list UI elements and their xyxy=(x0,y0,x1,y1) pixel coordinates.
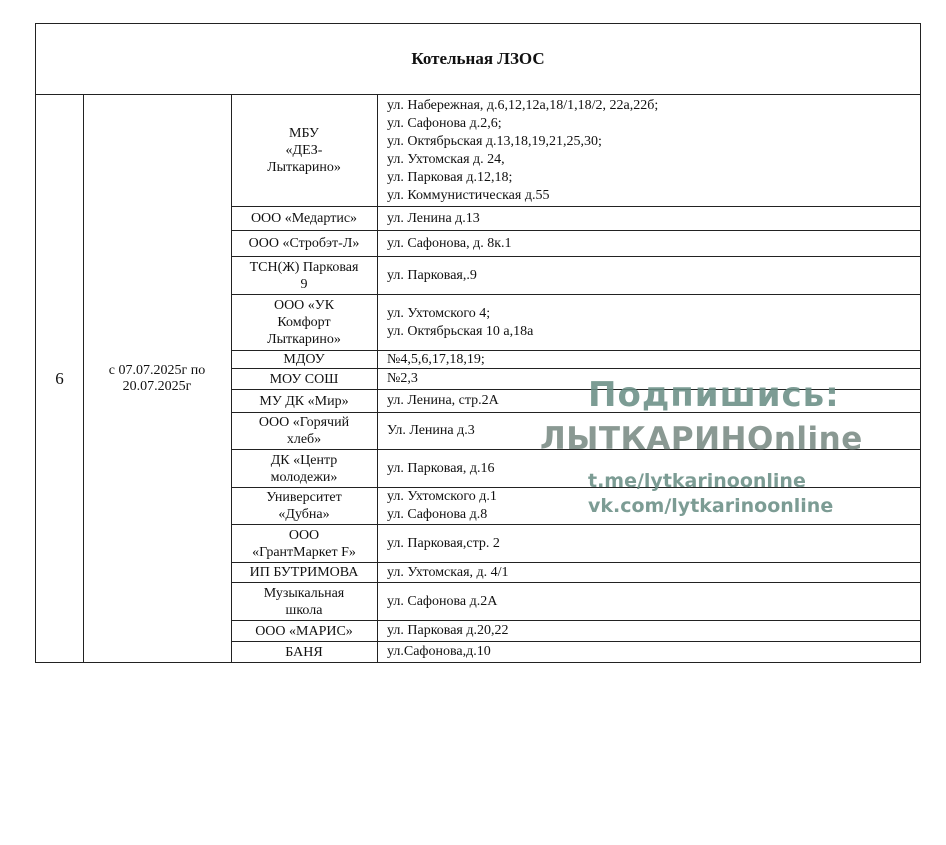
address-line: ул. Октябрьская 10 а,18а xyxy=(387,323,534,339)
period-end: 20.07.2025г xyxy=(122,378,192,394)
organization-cell xyxy=(231,621,378,641)
address-line: ул. Ленина д.13 xyxy=(387,210,480,226)
address-line: Ул. Ленина д.3 xyxy=(387,423,475,438)
organization-cell xyxy=(231,525,378,562)
table-row xyxy=(231,525,920,563)
telegram-link[interactable]: t.me/lytkarinoonline xyxy=(588,470,806,492)
address-cell xyxy=(378,231,920,256)
address-cell xyxy=(378,563,920,582)
organization-name: ООО «МАРИС» xyxy=(255,623,353,639)
organization-name: МДОУ xyxy=(283,352,325,367)
address-cell xyxy=(378,95,920,206)
address-cell xyxy=(378,257,920,294)
organization-cell xyxy=(231,369,378,389)
address-line: ул. Парковая, д.16 xyxy=(387,460,495,476)
address-line: ул. Сафонова д.8 xyxy=(387,507,488,522)
table-row xyxy=(231,583,920,621)
organization-name: ООО «Медартис» xyxy=(250,211,358,226)
schedule-table xyxy=(35,23,921,663)
table-row xyxy=(231,207,920,231)
address-line: ул. Сафонова д.2,6; xyxy=(387,115,502,131)
row-number: 6 xyxy=(55,368,64,388)
watermark-brand-o: O xyxy=(746,421,774,457)
organization-cell xyxy=(231,450,378,487)
address-line: ул. Коммунистическая д.55 xyxy=(387,187,550,203)
boiler-title: Котельная ЛЗОС xyxy=(36,24,920,95)
vk-link[interactable]: vk.com/lytkarinoonline xyxy=(588,495,834,517)
address-line: ул. Ленина, стр.2А xyxy=(387,393,499,408)
address-line: №2,3 xyxy=(387,371,418,386)
organization-cell xyxy=(231,231,378,256)
address-line: ул. Ухтомского 4; xyxy=(387,305,491,321)
watermark xyxy=(540,375,880,519)
watermark-links xyxy=(588,469,880,519)
organization-cell xyxy=(231,257,378,294)
table-row xyxy=(231,231,920,257)
address-line: ул. Набережная, д.6,12,12а,18/1,18/2, 22а,22б; xyxy=(387,97,659,113)
organization-name: ООО «Горячий хлеб» xyxy=(258,415,350,447)
organization-name: БАНЯ xyxy=(285,644,323,660)
organization-name: ООО «ГрантМаркет F» xyxy=(252,527,356,560)
address-cell xyxy=(378,295,920,350)
organization-cell xyxy=(231,563,378,582)
organization-name: Университет «Дубна» xyxy=(266,490,342,522)
watermark-brand-main: ЛЫТКАРИН xyxy=(540,421,747,457)
organization-cell xyxy=(231,295,378,350)
organization-name: Музыкальная школа xyxy=(263,585,345,618)
watermark-brand xyxy=(540,421,880,457)
address-line: ул. Сафонова д.2А xyxy=(387,593,498,609)
table-row xyxy=(231,257,920,295)
address-line: ул. Парковая,.9 xyxy=(387,267,477,283)
organization-cell xyxy=(231,413,378,449)
organization-name: МОУ СОШ xyxy=(269,371,339,387)
address-line: ул. Октябрьская д.13,18,19,21,25,30; xyxy=(387,133,602,149)
address-line: №4,5,6,17,18,19; xyxy=(387,351,485,367)
organization-cell xyxy=(231,642,378,662)
address-line: ул. Парковая,стр. 2 xyxy=(387,535,500,551)
address-cell xyxy=(378,642,920,662)
organization-name: МБУ «ДЕЗ- Лыткарино» xyxy=(267,126,341,175)
organization-name: ИП БУТРИМОВА xyxy=(249,565,359,580)
organization-name: МУ ДК «Мир» xyxy=(259,393,349,409)
address-line: ул. Сафонова, д. 8к.1 xyxy=(387,235,512,251)
address-cell xyxy=(378,525,920,562)
organization-name: ООО «Стробэт-Л» xyxy=(248,236,360,251)
address-line: ул.Сафонова,д.10 xyxy=(387,644,491,659)
period-cell xyxy=(83,95,231,662)
watermark-brand-suffix: nline xyxy=(773,421,863,457)
watermark-subscribe: Подпишись: xyxy=(588,375,840,415)
organization-cell xyxy=(231,390,378,412)
address-line: ул. Ухтомская д. 24, xyxy=(387,151,505,167)
organization-cell xyxy=(231,95,378,206)
table-row xyxy=(231,295,920,351)
period-start: с 07.07.2025г по xyxy=(108,362,206,378)
organization-name: ТСН(Ж) Парковая 9 xyxy=(249,259,359,292)
address-cell xyxy=(378,351,920,368)
table-row xyxy=(231,563,920,583)
table-row xyxy=(231,642,920,662)
table-row xyxy=(231,621,920,642)
address-line: ул. Ухтомского д.1 xyxy=(387,489,497,504)
organization-cell xyxy=(231,207,378,230)
address-line: ул. Парковая д.20,22 xyxy=(387,623,509,638)
table-row xyxy=(231,351,920,369)
address-cell xyxy=(378,207,920,230)
organization-name: ООО «УК Комфорт Лыткарино» xyxy=(267,298,341,347)
address-cell xyxy=(378,583,920,620)
table-row xyxy=(231,95,920,207)
address-line: ул. Ухтомская, д. 4/1 xyxy=(387,564,509,580)
address-cell xyxy=(378,621,920,641)
address-line: ул. Парковая д.12,18; xyxy=(387,169,513,185)
organization-name: ДК «Центр молодежи» xyxy=(270,452,338,485)
organization-cell xyxy=(231,351,378,368)
organization-cell xyxy=(231,488,378,524)
organization-cell xyxy=(231,583,378,620)
